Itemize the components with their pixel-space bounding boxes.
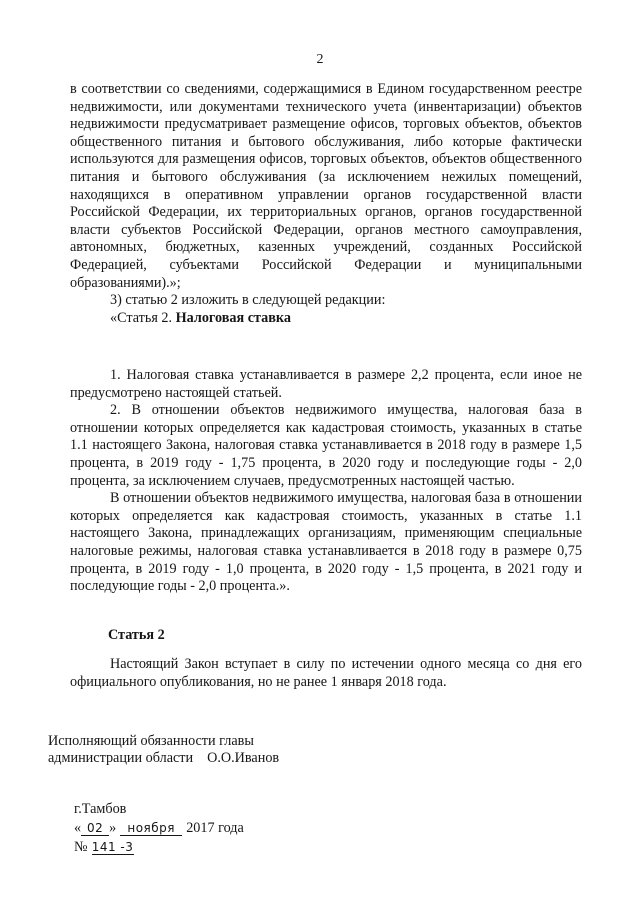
tax-rate-paragraph-2: 2. В отношении объектов недвижимого имущества, налоговая база в отношении которых определяется как кадастровая стоимость, указанных в статье 1.1 настоящего Закона, налоговая ставка устанавливается в 2018 году в размере 1,5 процента, в 2019 году - 1,75 процента, в 2020 году и последующие годы - 2,0 процента, за исключением случаев, предусмотренных настоящей частью. [70, 402, 582, 489]
signatory-title-line-1: Исполняющий обязанности главы [48, 733, 254, 749]
date-year: 2017 года [186, 820, 244, 836]
tax-rate-paragraph-3: В отношении объектов недвижимого имущества, налоговая база в отношении которых определяется как кадастровая стоимость, указанных в статье 1.1 настоящего Закона, принадлежащих организациям, применяющим специальные налоговые режимы, налоговая ставка устанавливается в 2018 году в размере 0,75 процента, в 2019 году - 1,0 процента, в 2020 году - 1,5 процента, в 2021 году и последующие годы - 2,0 процента.». [70, 490, 582, 595]
city-label: г.Тамбов [74, 801, 127, 817]
signature-block [48, 733, 279, 767]
entry-into-force-block [70, 656, 582, 691]
amendment-continuation-block [70, 81, 582, 327]
article-2-title: Налоговая ставка [175, 309, 291, 326]
number-sign: № [74, 839, 88, 855]
date-open-quote: « [74, 820, 82, 836]
entry-into-force-paragraph: Настоящий Закон вступает в силу по истечении одного месяца со дня его официального опубликования, но не ранее 1 января 2018 года. [70, 656, 582, 690]
tax-rate-paragraph-1: 1. Налоговая ставка устанавливается в размере 2,2 процента, если иное не предусмотрено настоящей статьей. [70, 367, 582, 401]
date-month-handwritten: ноября [120, 821, 182, 836]
signatory-title-line-2 [48, 750, 279, 767]
date-close-quote: » [109, 820, 117, 836]
article-2-prefix: «Статья 2. [110, 309, 176, 326]
page-number: 2 [316, 52, 324, 67]
continuation-paragraph: в соответствии со сведениями, содержащимися в Едином государственном реестре недвижимости, или документами технического учета (инвентаризации) объектов недвижимости предусматривает размещение офисов, торговых объектов, объектов общественного питания и бытового обслуживания, либо которые фактически используются для размещения офисов, торговых объектов, объектов общественного питания и бытового обслуживания (за исключением нежилых помещений, находящихся в оперативном управлении органов государственной власти Российской Федерации, их территориальных органов, органов государственной власти субъектов Российской Федерации, органов местного самоуправления, автономных, бюджетных, казенных учреждений, созданных Российской Федерацией, субъектами Российской Федерации и муниципальными образованиями).»; [70, 81, 582, 291]
article-2-title-line [70, 310, 582, 328]
article-2-heading: Статья 2 [108, 627, 165, 643]
date-day-handwritten: 02 [81, 821, 109, 836]
date-line [74, 820, 244, 837]
registration-number-handwritten: 141 -3 [91, 840, 134, 854]
signatory-title-org: администрации области [48, 750, 194, 766]
item-3-paragraph: 3) статью 2 изложить в следующей редакции: [110, 292, 386, 309]
signatory-name: О.О.Иванов [207, 750, 280, 766]
registration-number-line [74, 839, 134, 856]
tax-rate-article-block [70, 367, 582, 596]
